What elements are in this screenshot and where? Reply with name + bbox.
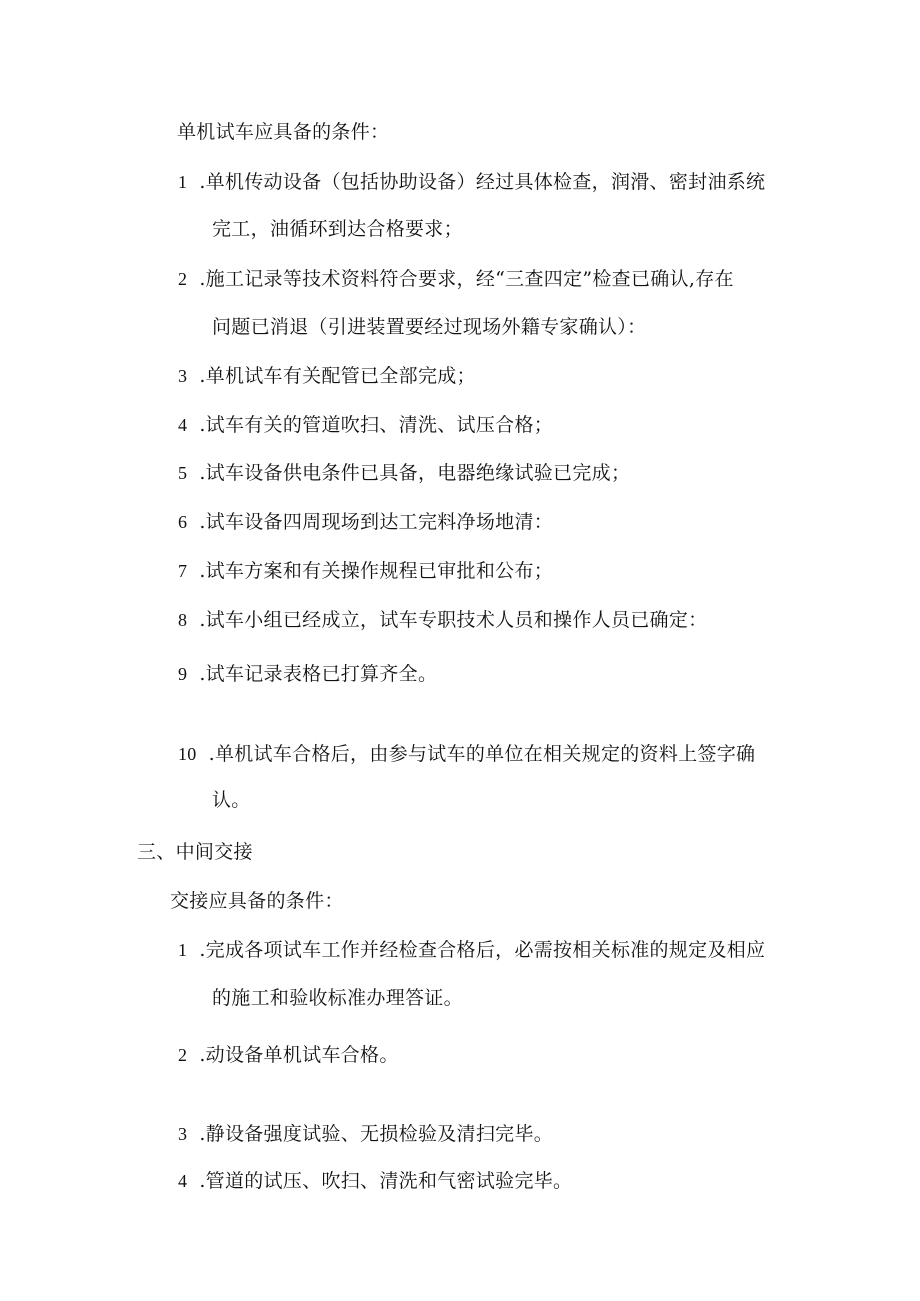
item-text: .试车方案和有关操作规程已审批和公布； [199, 560, 554, 582]
item-number: 6 [178, 512, 188, 532]
list-item [178, 938, 765, 962]
list-item [178, 413, 553, 437]
item-number: 9 [178, 664, 188, 684]
item-text: .静设备强度试验、无损检验及清扫完毕。 [199, 1123, 554, 1145]
item-number: 2 [178, 269, 188, 289]
list-item [178, 742, 755, 766]
list-item [178, 608, 707, 632]
item-number: 3 [178, 366, 188, 386]
handover-intro: 交接应具备的条件： [170, 890, 344, 912]
list-item [178, 267, 734, 291]
item-number: 5 [178, 463, 188, 483]
list-item [178, 559, 553, 583]
item-number: 3 [178, 1124, 188, 1144]
list-item [178, 662, 437, 686]
item-number: 7 [178, 561, 188, 581]
list-item [178, 1043, 399, 1067]
item-text: .单机试车有关配管已全部完成； [199, 365, 476, 387]
item-number: 4 [178, 1171, 188, 1191]
list-item [178, 170, 765, 194]
item-continuation: 认。 [212, 789, 251, 811]
item-text: .试车小组已经成立，试车专职技术人员和操作人员已确定： [199, 609, 708, 631]
item-continuation: 问题已消退（引进装置要经过现场外籍专家确认）： [212, 316, 647, 338]
item-text: .动设备单机试车合格。 [199, 1044, 399, 1066]
item-number: 2 [178, 1045, 188, 1065]
item-text: .试车记录表格已打算齐全。 [199, 663, 438, 685]
single-test-intro: 单机试车应具备的条件： [177, 121, 390, 143]
item-number: 4 [178, 415, 188, 435]
item-number: 10 [178, 744, 197, 764]
item-text: .管道的试压、吹扫、清洗和气密试验完毕。 [199, 1170, 573, 1192]
list-item [178, 1122, 553, 1146]
item-text: .单机试车合格后，由参与试车的单位在相关规定的资料上签字确 [208, 743, 756, 765]
item-number: 1 [178, 940, 188, 960]
item-text: .单机传动设备（包括协助设备）经过具体检查，润滑、密封油系统 [199, 171, 766, 193]
item-text: .试车设备供电条件已具备，电器绝缘试验已完成； [199, 462, 631, 484]
item-number: 1 [178, 172, 188, 192]
list-item [178, 1169, 572, 1193]
list-item [178, 461, 630, 485]
item-continuation: 完工，油循环到达合格要求； [212, 218, 463, 240]
item-number: 8 [178, 610, 188, 630]
list-item [178, 510, 553, 534]
item-text: .完成各项试车工作并经检查合格后，必需按相关标准的规定及相应 [199, 939, 766, 961]
item-text: .试车设备四周现场到达工完料净场地清： [199, 511, 554, 533]
item-continuation: 的施工和验收标准办理答证。 [212, 987, 463, 1009]
item-text: .施工记录等技术资料符合要求，经“三查四定”检查已确认,存在 [199, 268, 734, 290]
section-heading: 三、中间交接 [137, 841, 253, 863]
list-item [178, 364, 476, 388]
item-text: .试车有关的管道吹扫、清洗、试压合格； [199, 414, 554, 436]
